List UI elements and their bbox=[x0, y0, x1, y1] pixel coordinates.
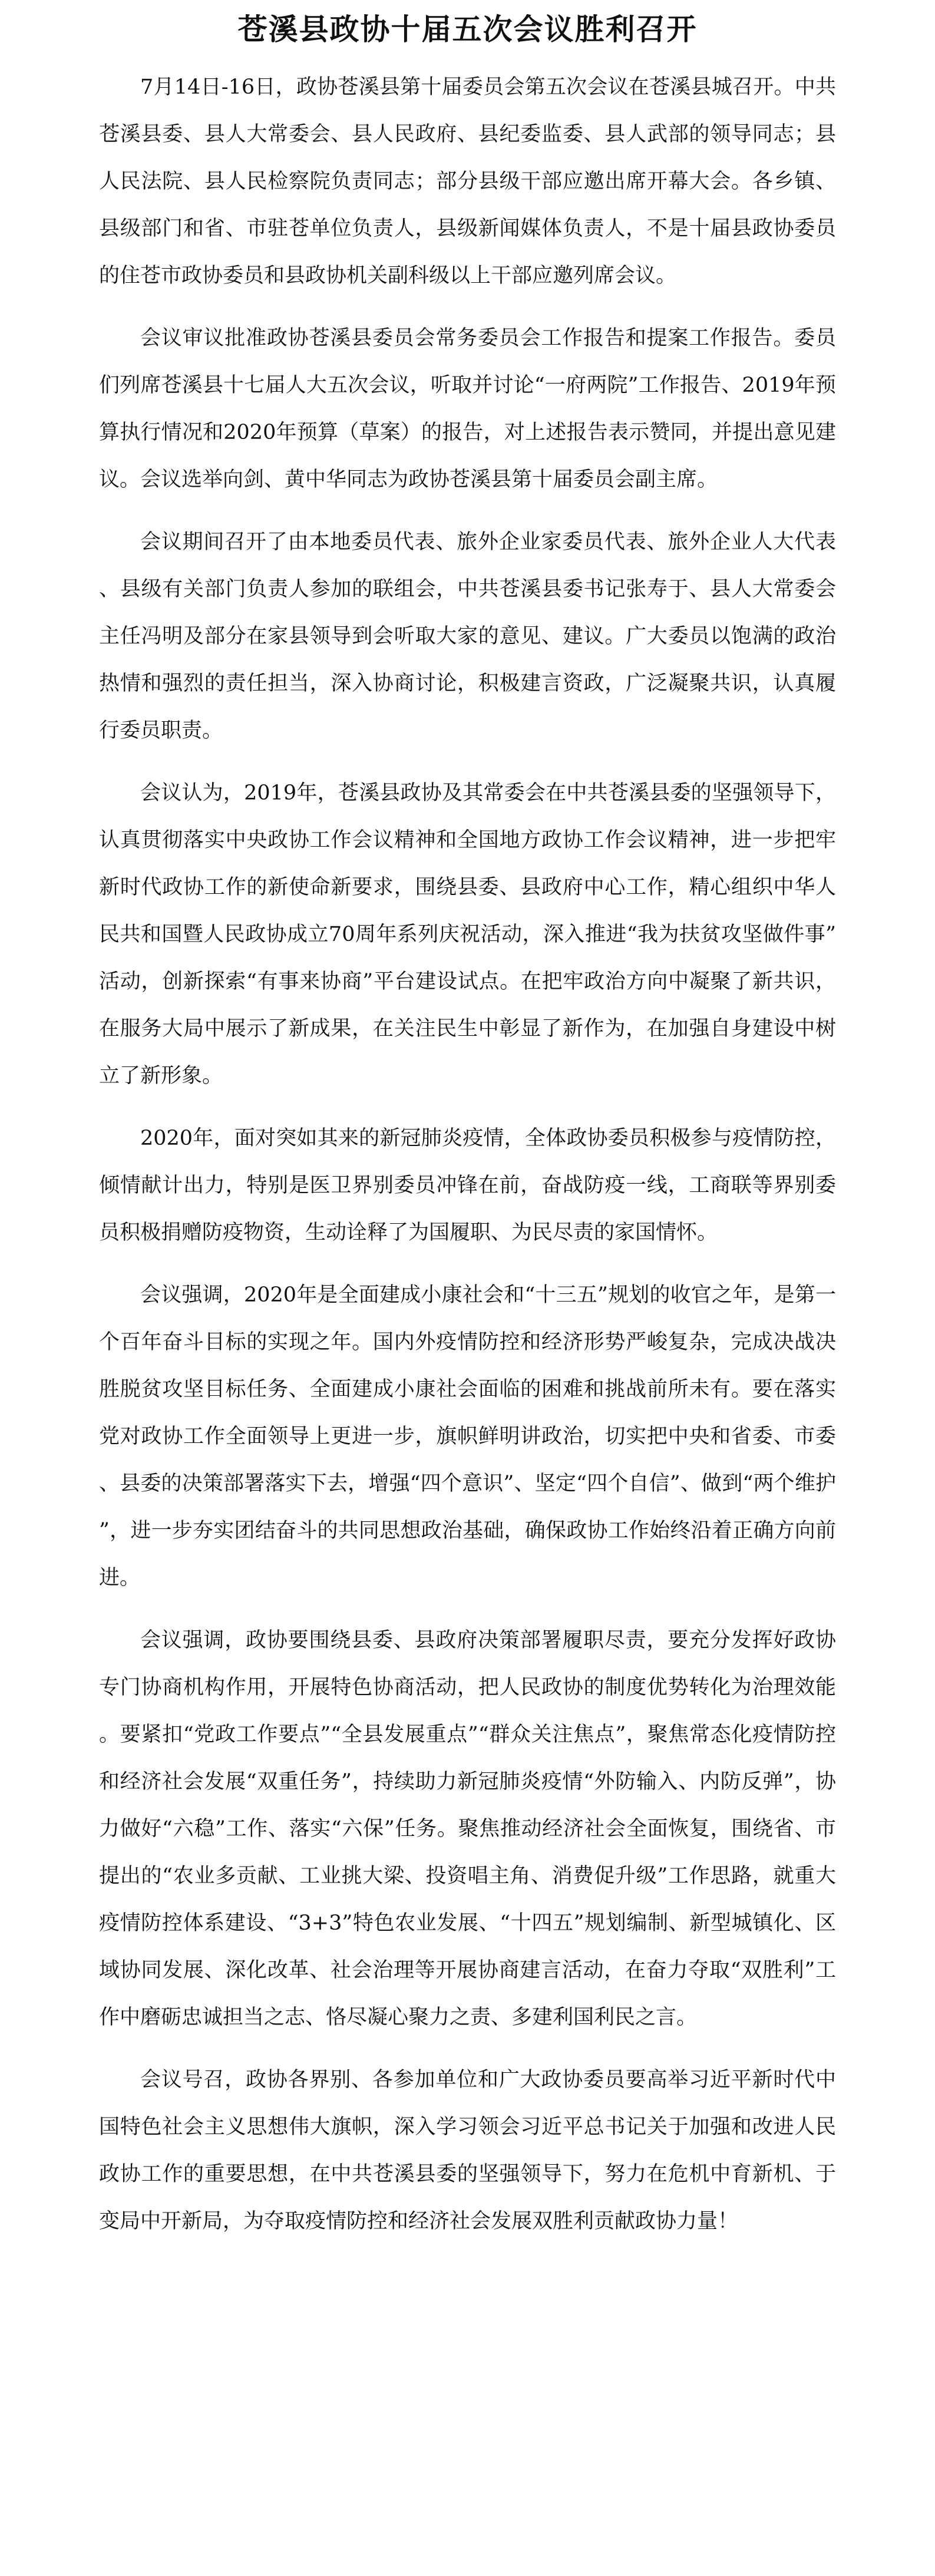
article-body bbox=[99, 64, 836, 2245]
article-paragraph-3: 会议期间召开了由本地委员代表、旅外企业家委员代表、旅外企业人大代表、县级有关部门负责人参加的联组会，中共苍溪县委书记张寿于、县人大常委会主任冯明及部分在家县领导到会听取大家的意见、建议。广大委员以饱满的政治热情和强烈的责任担当，深入协商讨论，积极建言资政，广泛凝聚共识，认真履行委员职责。 bbox=[99, 530, 836, 742]
article-paragraph-8: 会议号召，政协各界别、各参加单位和广大政协委员要高举习近平新时代中国特色社会主义思想伟大旗帜，深入学习领会习近平总书记关于加强和改进人民政协工作的重要思想，在中共苍溪县委的坚强领导下，努力在危机中育新机、于变局中开新局，为夺取疫情防控和经济社会发展双胜利贡献政协力量！ bbox=[99, 2068, 836, 2233]
article-paragraph-5: 2020年，面对突如其来的新冠肺炎疫情，全体政协委员积极参与疫情防控，倾情献计出力，特别是医卫界别委员冲锋在前，奋战防疫一线，工商联等界别委员积极捐赠防疫物资，生动诠释了为国履职、为民尽责的家国情怀。 bbox=[99, 1127, 836, 1244]
article-paragraph-1: 7月14日-16日，政协苍溪县第十届委员会第五次会议在苍溪县城召开。中共苍溪县委、县人大常委会、县人民政府、县纪委监委、县人武部的领导同志；县人民法院、县人民检察院负责同志；部分县级干部应邀出席开幕大会。各乡镇、县级部门和省、市驻苍单位负责人，县级新闻媒体负责人，不是十届县政协委员的住苍市政协委员和县政协机关副科级以上干部应邀列席会议。 bbox=[99, 75, 836, 288]
article-title: 苍溪县政协十届五次会议胜利召开 bbox=[237, 12, 698, 47]
article-paragraph-7: 会议强调，政协要围绕县委、县政府决策部署履职尽责，要充分发挥好政协专门协商机构作用，开展特色协商活动，把人民政协的制度优势转化为治理效能。要紧扣“党政工作要点”“全县发展重点”“群众关注焦点”，聚焦常态化疫情防控和经济社会发展“双重任务”，持续助力新冠肺炎疫情“外防输入、内防反弹”，协力做好“六稳”工作、落实“六保”任务。聚焦推动经济社会全面恢复，围绕省、市提出的“农业多贡献、工业挑大梁、投资唱主角、消费促升级”工作思路，就重大疫情防控体系建设、“3+3”特色农业发展、“十四五”规划编制、新型城镇化、区域协同发展、深化改革、社会治理等开展协商建言活动，在奋力夺取“双胜利”工作中磨砺忠诚担当之志、恪尽凝心聚力之责、多建利国利民之言。 bbox=[99, 1629, 836, 2029]
article-paragraph-6: 会议强调，2020年是全面建成小康社会和“十三五”规划的收官之年，是第一个百年奋斗目标的实现之年。国内外疫情防控和经济形势严峻复杂，完成决战决胜脱贫攻坚目标任务、全面建成小康社会面临的困难和挑战前所未有。要在落实党对政协工作全面领导上更进一步，旗帜鲜明讲政治，切实把中央和省委、市委、县委的决策部署落实下去，增强“四个意识”、坚定“四个自信”、做到“两个维护”，进一步夯实团结奋斗的共同思想政治基础，确保政协工作始终沿着正确方向前进。 bbox=[99, 1283, 836, 1590]
article-paragraph-4: 会议认为，2019年，苍溪县政协及其常委会在中共苍溪县委的坚强领导下，认真贯彻落实中央政协工作会议精神和全国地方政协工作会议精神，进一步把牢新时代政协工作的新使命新要求，围绕县委、县政府中心工作，精心组织中华人民共和国暨人民政协成立70周年系列庆祝活动，深入推进“我为扶贫攻坚做件事”活动，创新探索“有事来协商”平台建设试点。在把牢政治方向中凝聚了新共识，在服务大局中展示了新成果，在关注民生中彰显了新作为，在加强自身建设中树立了新形象。 bbox=[99, 781, 836, 1088]
article-paragraph-2: 会议审议批准政协苍溪县委员会常务委员会工作报告和提案工作报告。委员们列席苍溪县十七届人大五次会议，听取并讨论“一府两院”工作报告、2019年预算执行情况和2020年预算（草案）的报告，对上述报告表示赞同，并提出意见建议。会议选举向剑、黄中华同志为政协苍溪县第十届委员会副主席。 bbox=[99, 326, 836, 491]
